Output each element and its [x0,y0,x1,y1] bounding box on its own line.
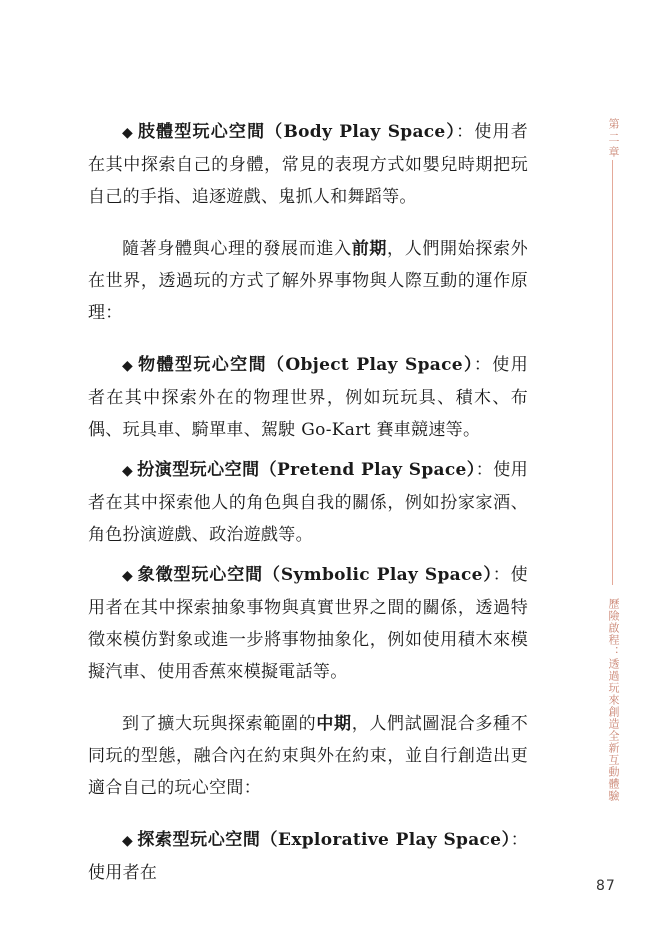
diamond-bullet-icon: ◆ [122,125,134,141]
item-text-rest: 探索自己的身體，常見的表現方式如嬰兒時期把玩自己的手指、追逐遊戲、鬼抓人和舞蹈等。 [88,155,528,207]
item-text-line1: ：使用者在 [88,830,528,883]
list-item-explorative-play-space [88,824,528,889]
item-text-line1: ：使用者在其中 [88,355,528,408]
list-item-pretend-play-space [88,454,528,551]
item-text-rest: 探索外在的物理世界，例如玩玩具、積木、布偶、玩具車、騎單車、駕駛 Go-Kart 賽車競速等。 [88,388,528,440]
paragraph-text: 隨著身體與心理的發展而進入 [122,239,352,259]
emphasis-early-stage: 前期 [351,239,388,259]
emphasis-middle-stage: 中期 [316,714,352,734]
diamond-bullet-icon: ◆ [122,463,134,479]
paragraph-early-stage [88,233,528,329]
paragraph-text: 到了擴大玩與探索範圍的 [122,714,317,734]
item-text-line1: ：使用者在其中 [88,460,528,513]
diamond-bullet-icon: ◆ [122,833,134,849]
bullet-indent [88,830,122,850]
side-divider-rule [612,160,613,585]
term-object-play-space: 物體型玩心空間（Object Play Space） [138,355,474,375]
bullet-indent [88,122,122,142]
paragraph-middle-stage [88,708,528,804]
bullet-indent [88,460,122,480]
term-explorative-play-space: 探索型玩心空間（Explorative Play Space） [137,830,511,850]
page-number: 87 [596,878,616,894]
bullet-indent [88,355,122,375]
list-item-body-play-space [88,116,528,213]
item-text-rest: 中探索抽象事物與真實世界之間的關係，透過特徵來模仿對象或進一步將事物抽象化，例如使用積木來模擬汽車、使用香蕉來模擬電話等。 [88,598,528,682]
item-text-line1: ：使用者在其 [88,565,528,618]
diamond-bullet-icon: ◆ [122,358,135,374]
running-header-chapter: 第二章 [607,118,620,160]
running-header-title: 歷險啟程：透過玩來創造全新互動體驗 [607,598,620,802]
item-text-rest: 探索他人的角色與自我的關係，例如扮家家酒、角色扮演遊戲、政治遊戲等。 [88,493,528,545]
term-symbolic-play-space: 象徵型玩心空間（Symbolic Play Space） [137,565,493,585]
item-text-line1: ：使用者在其中 [88,122,528,175]
body-text [88,116,528,889]
list-item-object-play-space [88,349,528,446]
term-pretend-play-space: 扮演型玩心空間（Pretend Play Space） [137,460,476,480]
term-body-play-space: 肢體型玩心空間（Body Play Space） [137,122,457,142]
bullet-indent [88,565,122,585]
paragraph-text: ，人們開始探索外在世界，透過玩的方式了解外界事物與人際互動的運作原理： [88,239,529,323]
diamond-bullet-icon: ◆ [122,568,134,584]
paragraph-text: ，人們試圖混合多種不同玩的型態，融合內在約束與外在約束，並自行創造出更適合自己的玩心空間： [88,714,528,798]
list-item-symbolic-play-space [88,559,528,688]
